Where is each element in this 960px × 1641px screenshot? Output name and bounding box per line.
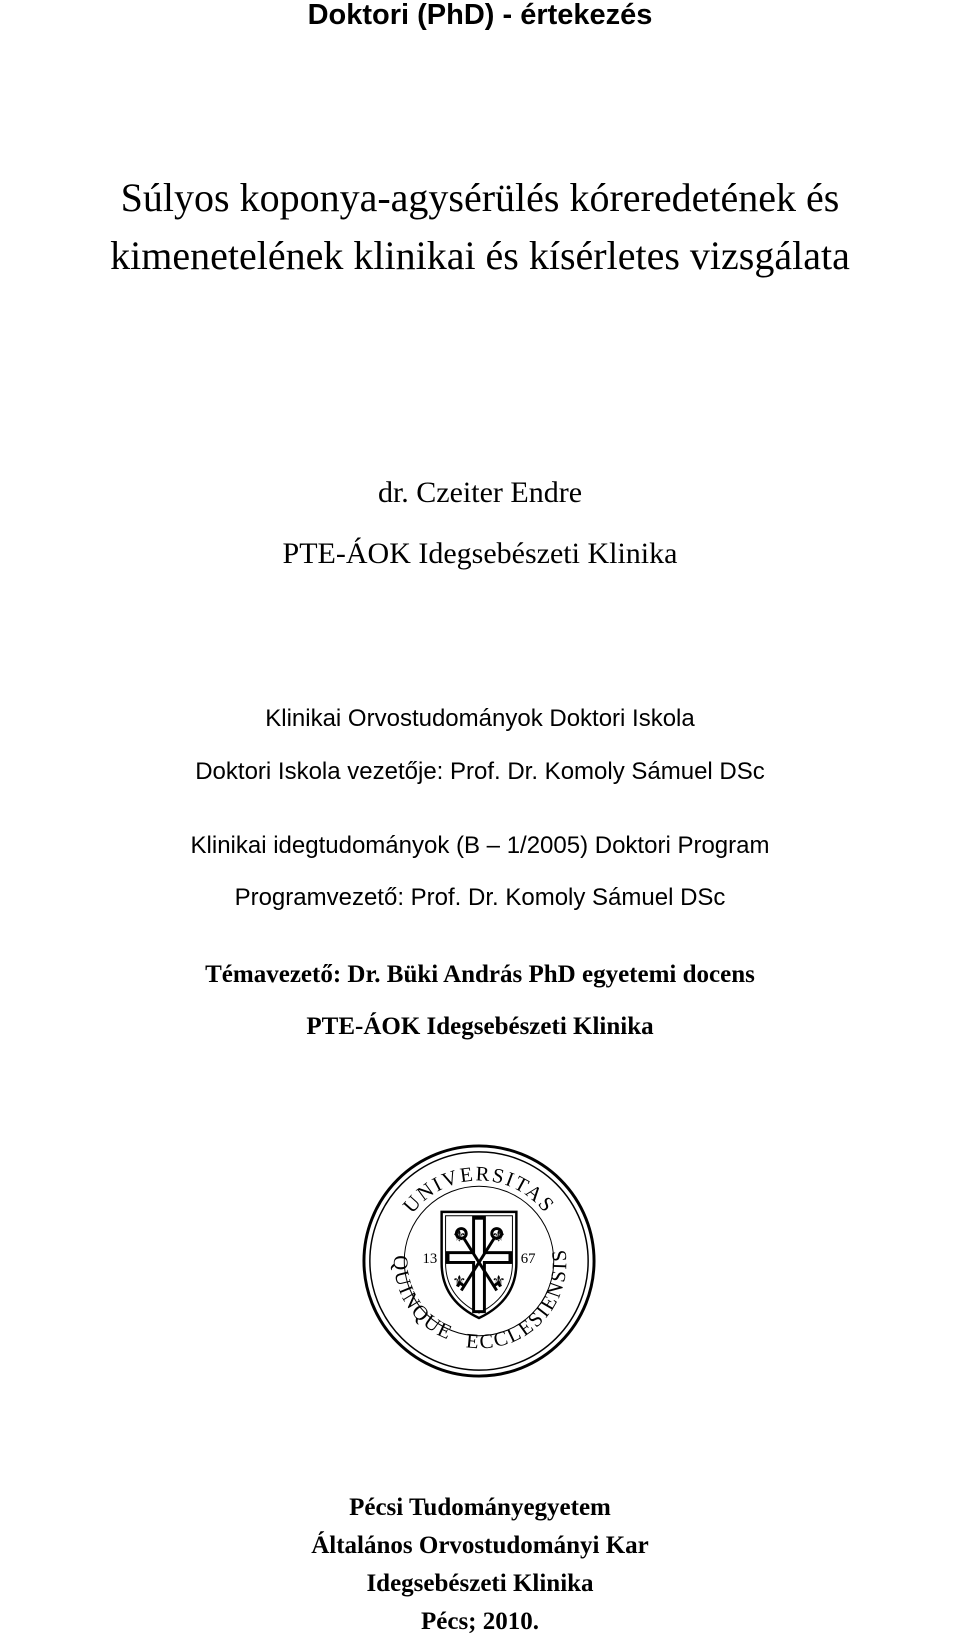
svg-text:⚜: ⚜ [452,1271,467,1291]
doctoral-school-leader: Doktori Iskola vezetője: Prof. Dr. Komoly Sámuel DSc [195,758,765,785]
supervisor-affiliation: PTE-ÁOK Idegsebészeti Klinika [306,1013,654,1040]
doctoral-school: Klinikai Orvostudományok Doktori Iskola [265,705,695,732]
doctoral-program: Klinikai idegtudományok (B – 1/2005) Doktori Program [190,832,770,859]
institution-faculty: Általános Orvostudományi Kar [311,1532,649,1559]
thesis-title-line-1: Súlyos koponya-agysérülés kóreredetének és [120,175,840,220]
institution-clinic: Idegsebészeti Klinika [366,1570,594,1597]
seal-year-left: 13 [422,1250,438,1267]
svg-text:⚜: ⚜ [452,1226,467,1246]
institution-university: Pécsi Tudományegyetem [349,1494,611,1521]
seal-text-bottom-right: ECCLESIENSIS [465,1247,572,1354]
seal-year-right: 67 [520,1250,536,1267]
seal-text-top: UNIVERSITAS [399,1163,559,1218]
author-affiliation: PTE-ÁOK Idegsebészeti Klinika [282,537,678,570]
svg-text:⚜: ⚜ [491,1226,506,1246]
seal-text-left: QUINQUE [388,1255,457,1345]
thesis-title-line-2: kimenetelének klinikai és kísérletes vizsgálata [110,233,850,278]
university-seal-icon [361,1143,597,1379]
author-name: dr. Czeiter Endre [377,476,583,509]
place-and-date: Pécs; 2010. [420,1608,540,1635]
program-leader: Programvezető: Prof. Dr. Komoly Sámuel DSc [234,884,726,911]
supervisor: Témavezető: Dr. Büki András PhD egyetemi docens [205,961,755,988]
document-type-label: Doktori (PhD) - értekezés [307,0,653,31]
svg-text:⚜: ⚜ [491,1271,506,1291]
